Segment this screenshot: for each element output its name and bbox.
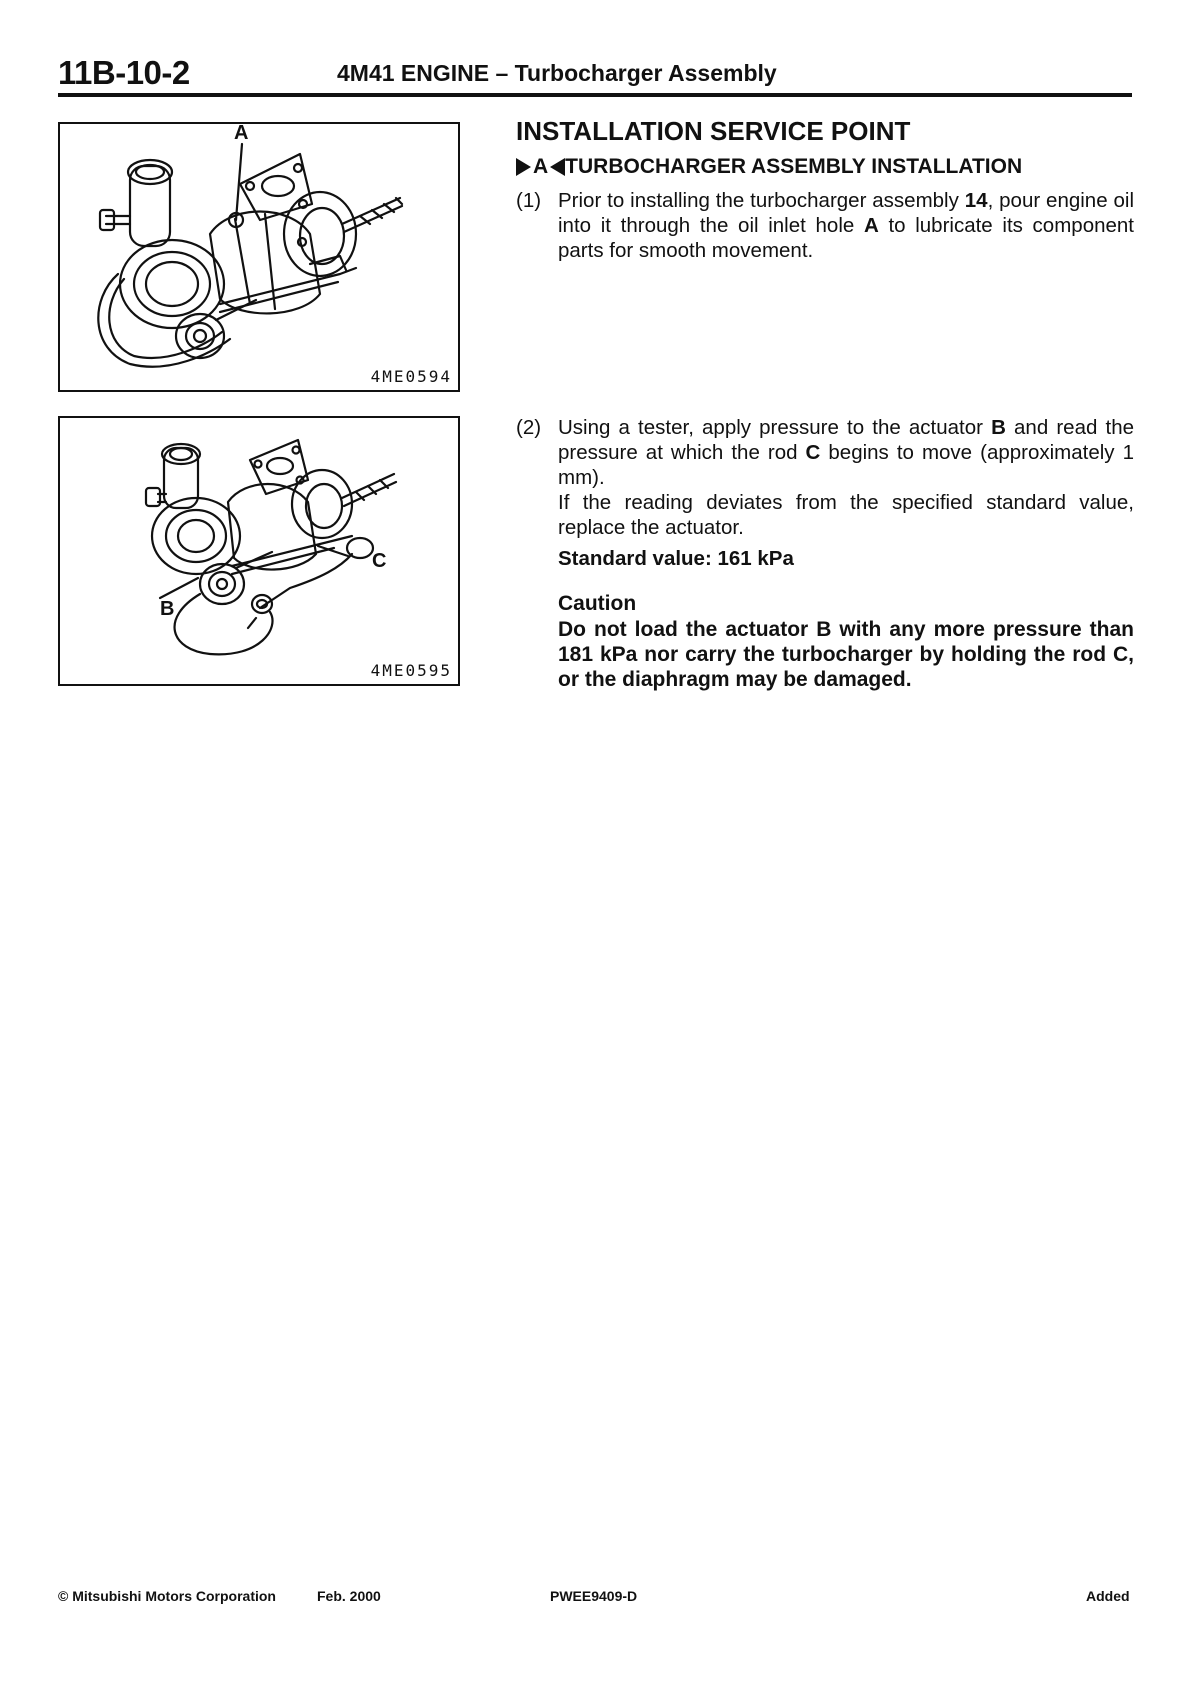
figure-turbocharger-oil-inlet: [58, 122, 460, 392]
service-point-marker: A: [533, 155, 549, 178]
footer-copyright: © Mitsubishi Motors Corporation: [58, 1588, 276, 1604]
reference-label: B: [991, 416, 1006, 439]
step-number: (2): [516, 416, 542, 439]
step-text-part: Prior to installing the turbocharger assembly: [558, 189, 965, 212]
figure-actuator-test: [58, 416, 460, 686]
section-title: INSTALLATION SERVICE POINT: [516, 116, 911, 146]
step-text-part: begins to move (approximately 1 mm).: [558, 441, 1134, 489]
step-text-part: , pour engine oil into it through the oil inlet hole: [558, 189, 1134, 237]
footer-date: Feb. 2000: [317, 1588, 381, 1604]
standard-value: Standard value: 161 kPa: [558, 547, 794, 570]
step-text: [558, 415, 1134, 540]
subsection-heading: [516, 155, 1022, 179]
caution-heading: Caution: [558, 592, 637, 615]
step-2: [516, 415, 1134, 540]
figure-label-a: A: [234, 122, 249, 144]
reference-label: A: [863, 214, 879, 237]
turbocharger-illustration-1: [60, 124, 458, 390]
turbocharger-illustration-2: [60, 418, 458, 684]
figure-id: 4ME0594: [370, 367, 452, 386]
triangle-right-icon: [516, 158, 531, 176]
footer-status: Added: [1086, 1588, 1130, 1604]
figure-label-c: C: [372, 550, 387, 572]
reference-label: C: [805, 441, 821, 464]
step-text-part: to lubricate its component parts for smooth movement.: [558, 214, 1134, 262]
subsection-title: TURBOCHARGER ASSEMBLY INSTALLATION: [565, 155, 1023, 178]
page-number: 11B-10-2: [58, 54, 190, 91]
part-number: 14: [964, 189, 988, 212]
step-text: [558, 188, 1134, 263]
footer-code: PWEE9409-D: [550, 1588, 638, 1604]
step-number: (1): [516, 189, 542, 212]
step-1: [516, 188, 1134, 263]
step-text-part: If the reading deviates from the specified standard value, replace the actuator.: [558, 491, 1134, 539]
triangle-left-icon: [550, 158, 565, 176]
caution-text: Do not load the actuator B with any more pressure than 181 kPa nor carry the turbocharger by holding the rod C, or the diaphragm may be damaged.: [558, 618, 1134, 691]
step-text-part: Using a tester, apply pressure to the actuator: [558, 416, 992, 439]
figure-id: 4ME0595: [370, 661, 452, 680]
figure-label-b: B: [160, 598, 175, 620]
step-text-part: and read the pressure at which the rod: [558, 416, 1134, 464]
page-title: 4M41 ENGINE – Turbocharger Assembly: [337, 60, 777, 86]
header-divider: [58, 93, 1132, 97]
